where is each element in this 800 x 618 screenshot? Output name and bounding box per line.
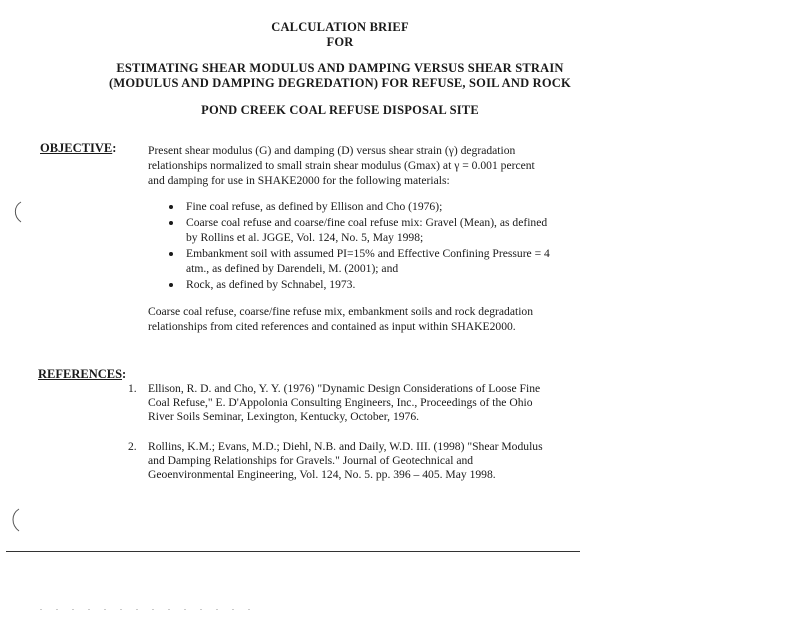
- footer-dots: . . . . . . . . . . . . . .: [40, 603, 256, 612]
- materials-list: [168, 199, 558, 293]
- reference-text: Ellison, R. D. and Cho, Y. Y. (1976) "Dynamic Design Considerations of Loose Fine Coal Refuse," E. D'Appolonia Consulting Engineers, Inc., Proceedings of the Ohio River Soils Seminar, Lexington, Kentucky, October, 1976.: [148, 382, 541, 423]
- list-item: Fine coal refuse, as defined by Ellison and Cho (1976);: [168, 199, 558, 214]
- doc-title-line3: ESTIMATING SHEAR MODULUS AND DAMPING VERSUS SHEAR STRAIN: [116, 61, 564, 75]
- references-heading-colon: :: [122, 367, 127, 381]
- reference-text: Rollins, K.M.; Evans, M.D.; Diehl, N.B. and Daily, W.D. III. (1998) "Shear Modulus and Damping Relationships for Gravels." Journal of Geotechnical and Geoenvironmental Engineering, Vol. 124, No. 5. pp. 396 – 405. May 1998.: [148, 440, 543, 481]
- objective-heading: [40, 141, 116, 156]
- punch-hole-mark-bottom: [8, 507, 22, 533]
- reference-number: 1.: [128, 382, 137, 395]
- objective-intro: Present shear modulus (G) and damping (D) versus shear strain (γ) degradation relationships normalized to small strain shear modulus (Gmax) at γ = 0.001 percent and damping for use in SHAKE2000 for the following materials:: [148, 144, 535, 187]
- punch-hole-mark-top: [10, 200, 24, 224]
- objective-heading-colon: :: [112, 141, 117, 155]
- objective-closing: Coarse coal refuse, coarse/fine refuse mix, embankment soils and rock degradation relationships from cited references and contained as input within SHAKE2000.: [148, 305, 534, 333]
- list-item: Rock, as defined by Schnabel, 1973.: [168, 277, 558, 292]
- reference-number: 2.: [128, 440, 137, 453]
- references-heading: [38, 367, 126, 382]
- reference-item: [128, 440, 558, 482]
- site-name: POND CREEK COAL REFUSE DISPOSAL SITE: [201, 103, 479, 117]
- reference-item: [128, 382, 558, 424]
- objective-heading-text: OBJECTIVE: [40, 141, 113, 155]
- doc-title-line2: FOR: [326, 35, 354, 49]
- footer-divider: [6, 551, 580, 552]
- doc-title-line4: (MODULUS AND DAMPING DEGREDATION) FOR REFUSE, SOIL AND ROCK: [109, 76, 571, 90]
- doc-title-line1: CALCULATION BRIEF: [271, 20, 409, 34]
- references-heading-text: REFERENCES: [38, 367, 123, 381]
- list-item: Coarse coal refuse and coarse/fine coal refuse mix: Gravel (Mean), as defined by Rollins et al. JGGE, Vol. 124, No. 5, May 1998;: [168, 215, 558, 245]
- list-item: Embankment soil with assumed PI=15% and Effective Confining Pressure = 4 atm., as defined by Darendeli, M. (2001); and: [168, 246, 558, 276]
